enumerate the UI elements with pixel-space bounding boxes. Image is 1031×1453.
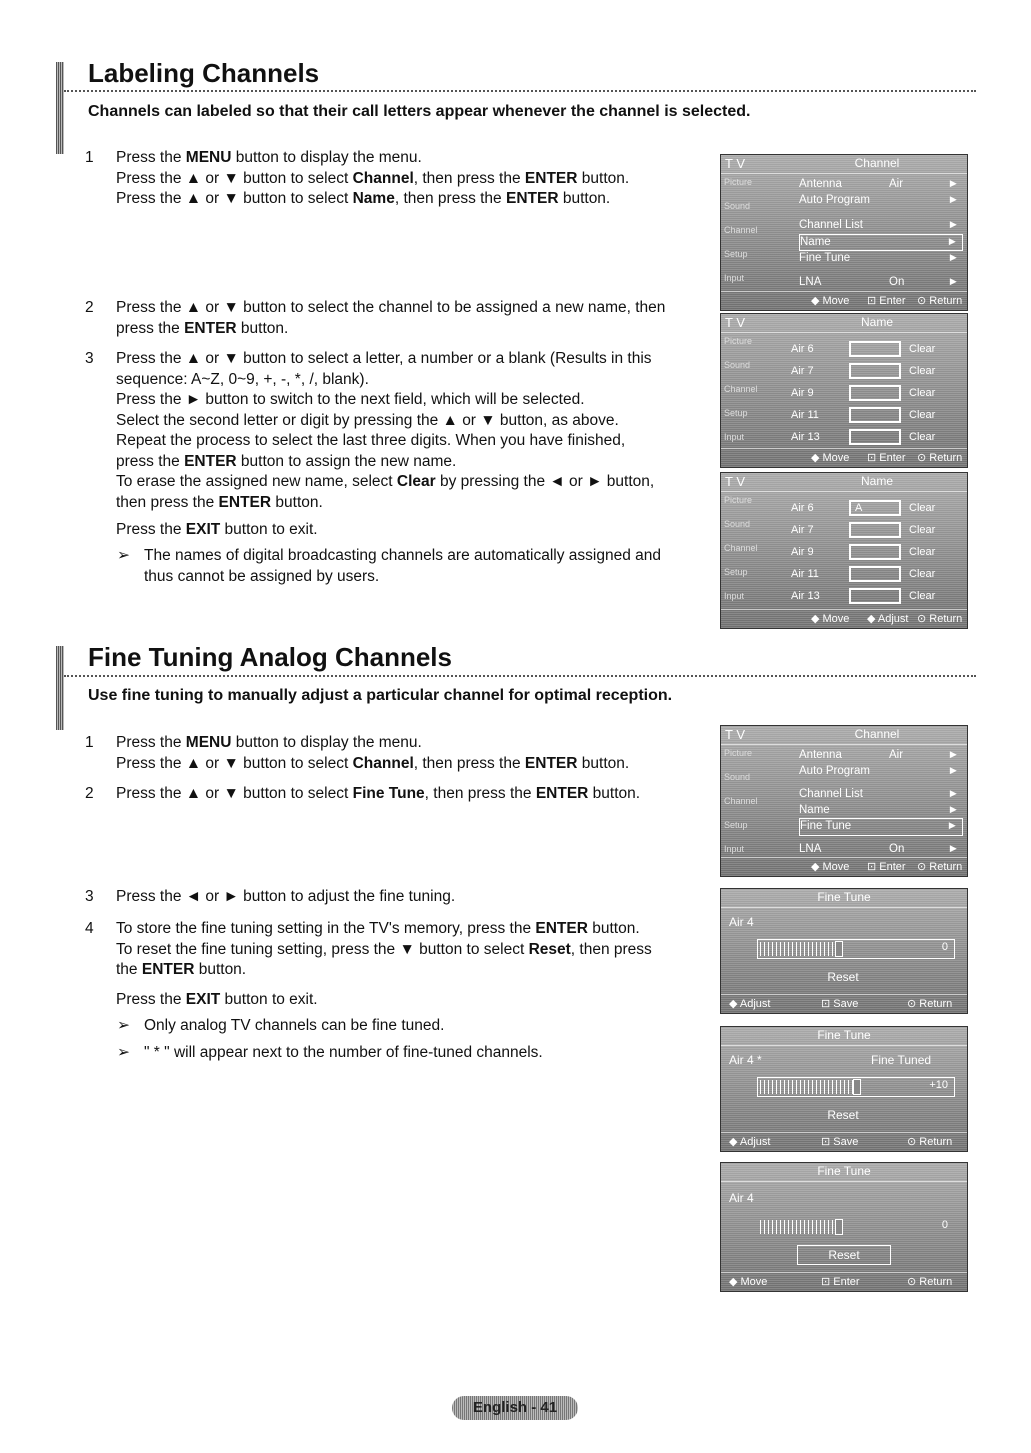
- step-line: Press the ▲ or ▼ button to select the channel to be assigned a new name, then: [116, 299, 666, 316]
- slider-handle: [835, 941, 843, 957]
- osd-footer: ◆ Move ◆ Adjust ⊙ Return: [721, 609, 967, 628]
- step-2: [85, 298, 690, 339]
- step-line: Press the ◄ or ► button to adjust the fine tuning.: [116, 888, 456, 905]
- osd-channel-menu-fine-tune: [720, 725, 968, 877]
- step-number: 1: [85, 734, 94, 751]
- osd-sidebar: [724, 495, 780, 615]
- section-divider: [64, 675, 976, 677]
- step-line: Press the ▲ or ▼ button to select Name, then press the ENTER button.: [116, 190, 611, 207]
- arrow-right-icon: ►: [946, 820, 958, 832]
- osd-row-channel-list[interactable]: Channel List ►: [799, 218, 963, 234]
- osd-row-lna[interactable]: LNA On ►: [799, 842, 963, 858]
- osd-footer: ◆ Move ⊡ Enter ⊙ Return: [721, 857, 967, 876]
- osd-side-item[interactable]: Input: [724, 273, 745, 283]
- step-line: To store the fine tuning setting in the TV's memory, press the ENTER button.: [116, 920, 640, 937]
- osd-fine-tune-reset: [720, 1162, 968, 1292]
- osd-footer: ◆ Adjust ⊡ Save ⊙ Return: [721, 994, 967, 1013]
- osd-side-item[interactable]: Channel: [724, 384, 758, 394]
- reset-button[interactable]: Reset: [797, 1245, 891, 1265]
- arrow-right-icon: ►: [947, 275, 959, 288]
- note-line: The names of digital broadcasting channels are automatically assigned and: [144, 547, 661, 564]
- note-arrow-icon: ➢: [117, 547, 130, 564]
- step-number: 2: [85, 785, 94, 802]
- name-field: [849, 588, 901, 604]
- name-row[interactable]: Air 7 Clear: [791, 365, 936, 377]
- osd-side-item[interactable]: Channel: [724, 543, 758, 553]
- name-field: [849, 566, 901, 582]
- section-marker: [56, 646, 64, 730]
- name-row[interactable]: Air 6 A Clear: [791, 502, 936, 514]
- slider-handle: [835, 1219, 843, 1235]
- name-row[interactable]: Air 11 Clear: [791, 568, 936, 580]
- step-number: 3: [85, 888, 94, 905]
- osd-row-name[interactable]: Name ►: [799, 234, 963, 252]
- page-number: English - 41: [452, 1396, 578, 1420]
- osd-title: Channel: [854, 727, 900, 741]
- osd-side-item[interactable]: Picture: [724, 495, 753, 505]
- channel-label: Air 4 *: [729, 1053, 762, 1067]
- step-line: then press the ENTER button.: [116, 493, 323, 511]
- osd-side-item[interactable]: Picture: [724, 177, 753, 187]
- step-number: 3: [85, 350, 94, 367]
- step-line: Press the EXIT button to exit.: [116, 521, 318, 538]
- step-1: [85, 733, 690, 774]
- step-2: [85, 784, 690, 805]
- tv-label: T V: [725, 474, 745, 489]
- arrow-right-icon: ►: [947, 788, 959, 800]
- osd-row-antenna[interactable]: Antenna Air ►: [799, 177, 963, 193]
- arrow-right-icon: ►: [947, 749, 959, 761]
- channel-label: Air 4: [729, 1191, 754, 1205]
- arrow-right-icon: ►: [946, 235, 958, 248]
- arrow-right-icon: ►: [947, 193, 959, 206]
- name-row[interactable]: Air 9 Clear: [791, 387, 936, 399]
- osd-row-lna[interactable]: LNA On ►: [799, 275, 963, 291]
- note: [117, 546, 697, 587]
- step-number: 4: [85, 920, 94, 937]
- section-marker: [56, 62, 64, 154]
- fine-tune-slider[interactable]: +10: [757, 1077, 955, 1097]
- arrow-right-icon: ►: [947, 764, 959, 777]
- name-row[interactable]: Air 13 Clear: [791, 431, 936, 443]
- note-line: Only analog TV channels can be fine tuned.: [144, 1017, 445, 1034]
- tv-label: T V: [725, 315, 745, 330]
- step-line: Select the second letter or digit by pressing the ▲ or ▼ button, as above.: [116, 411, 619, 429]
- osd-side-item[interactable]: Input: [724, 844, 745, 854]
- step-number: 1: [85, 149, 94, 166]
- osd-row-auto-program[interactable]: Auto Program ►: [799, 193, 963, 209]
- arrow-right-icon: ►: [947, 252, 959, 264]
- osd-side-item[interactable]: Sound: [724, 772, 751, 782]
- section-title-labeling: Labeling Channels: [88, 58, 320, 88]
- osd-footer: ◆ Move ⊡ Enter ⊙ Return: [721, 448, 967, 467]
- reset-button[interactable]: Reset: [827, 1108, 859, 1122]
- step-line: To reset the fine tuning setting, press the ▼ button to select Reset, then press: [116, 940, 652, 958]
- section-divider: [64, 90, 976, 92]
- step-3: [85, 887, 690, 908]
- osd-side-item[interactable]: Channel: [724, 796, 758, 806]
- osd-side-item[interactable]: Setup: [724, 249, 748, 259]
- note-line: " * " will appear next to the number of fine-tuned channels.: [144, 1044, 543, 1061]
- step-line: Press the ▲ or ▼ button to select Fine Tune, then press the ENTER button.: [116, 785, 641, 802]
- osd-title: Fine Tune: [817, 1028, 871, 1042]
- note: [117, 1016, 697, 1037]
- name-field: [849, 544, 901, 560]
- note-arrow-icon: ➢: [117, 1044, 130, 1061]
- arrow-right-icon: ►: [947, 219, 959, 231]
- step-number: 2: [85, 299, 94, 316]
- step-line: press the ENTER button.: [116, 319, 289, 337]
- osd-footer: ◆ Adjust ⊡ Save ⊙ Return: [721, 1132, 967, 1151]
- step-line: Repeat the process to select the last three digits. When you have finished,: [116, 432, 626, 449]
- step-line: the ENTER button.: [116, 961, 247, 978]
- name-field: [849, 385, 901, 401]
- osd-row-name[interactable]: Name ►: [799, 803, 963, 819]
- note: [117, 1043, 697, 1064]
- note-arrow-icon: ➢: [117, 1017, 130, 1034]
- step-1: [85, 148, 690, 210]
- section-subtitle-fine-tuning: Use fine tuning to manually adjust a particular channel for optimal reception.: [88, 687, 673, 704]
- step-line: Press the ▲ or ▼ button to select Channel, then press the ENTER button.: [116, 169, 630, 187]
- name-field: [849, 407, 901, 423]
- osd-title: Fine Tune: [817, 1164, 871, 1178]
- osd-fine-tune-default: [720, 888, 968, 1014]
- reset-button[interactable]: Reset: [827, 970, 859, 984]
- osd-row-antenna[interactable]: Antenna Air ►: [799, 748, 963, 764]
- osd-side-item[interactable]: Channel: [724, 225, 758, 235]
- osd-sidebar: [724, 748, 780, 868]
- arrow-right-icon: ►: [947, 178, 959, 190]
- fine-tuned-tag: Fine Tuned: [871, 1053, 932, 1067]
- osd-side-item[interactable]: Sound: [724, 201, 751, 211]
- step-line: To erase the assigned new name, select Clear by pressing the ◄ or ► button,: [116, 473, 655, 490]
- osd-side-item[interactable]: Input: [724, 591, 745, 601]
- name-field: [849, 341, 901, 357]
- osd-sidebar: [724, 336, 780, 456]
- osd-side-item[interactable]: Setup: [724, 567, 748, 577]
- osd-footer: ◆ Move ⊡ Enter ⊙ Return: [721, 291, 967, 310]
- name-row[interactable]: Air 11 Clear: [791, 409, 936, 421]
- osd-row-channel-list[interactable]: Channel List ►: [799, 787, 963, 803]
- osd-sidebar: [724, 177, 780, 297]
- step-4: [85, 919, 690, 981]
- osd-fine-tune-adjusted: [720, 1026, 968, 1152]
- step-3: [85, 349, 690, 513]
- osd-row-auto-program[interactable]: Auto Program ►: [799, 764, 963, 780]
- osd-side-item[interactable]: Setup: [724, 408, 748, 418]
- section-title-fine-tuning: Fine Tuning Analog Channels: [88, 642, 452, 672]
- osd-name-menu-editing: [720, 472, 968, 629]
- section-subtitle-labeling: Channels can labeled so that their call letters appear whenever the channel is selected.: [88, 103, 751, 120]
- arrow-right-icon: ►: [947, 842, 959, 855]
- step-line: sequence: A~Z, 0~9, +, -, *, /, blank).: [116, 370, 369, 388]
- channel-label: Air 4: [729, 915, 754, 929]
- osd-side-item[interactable]: Sound: [724, 519, 751, 529]
- note-line: thus cannot be assigned by users.: [144, 567, 380, 585]
- name-row[interactable]: Air 13 Clear: [791, 590, 936, 602]
- osd-title: Name: [860, 315, 893, 329]
- exit-instruction: [90, 990, 690, 1011]
- step-line: Press the ▲ or ▼ button to select Channel, then press the ENTER button.: [116, 754, 630, 772]
- arrow-right-icon: ►: [947, 803, 959, 816]
- osd-side-item[interactable]: Picture: [724, 748, 753, 758]
- exit-instruction: [90, 520, 690, 541]
- step-line: Press the ► button to switch to the next field, which will be selected.: [116, 391, 585, 408]
- name-field: [849, 429, 901, 445]
- tv-label: T V: [725, 727, 745, 742]
- osd-title: Fine Tune: [817, 890, 871, 904]
- name-row[interactable]: Air 9 Clear: [791, 546, 936, 558]
- osd-footer: ◆ Move ⊡ Enter ⊙ Return: [721, 1272, 967, 1291]
- osd-side-item[interactable]: Setup: [724, 820, 748, 830]
- osd-channel-menu: [720, 154, 968, 311]
- osd-side-item[interactable]: Sound: [724, 360, 751, 370]
- fine-tune-slider[interactable]: 0: [757, 1217, 955, 1237]
- name-field: [849, 522, 901, 538]
- step-line: Press the EXIT button to exit.: [116, 991, 318, 1008]
- fine-tune-slider[interactable]: 0: [757, 939, 955, 959]
- osd-side-item[interactable]: Picture: [724, 336, 753, 346]
- osd-name-menu: [720, 313, 968, 468]
- tv-label: T V: [725, 156, 745, 171]
- osd-side-item[interactable]: Input: [724, 432, 745, 442]
- step-line: Press the ▲ or ▼ button to select a letter, a number or a blank (Results in this: [116, 350, 652, 367]
- name-row[interactable]: Air 7 Clear: [791, 524, 936, 536]
- step-line: press the ENTER button to assign the new name.: [116, 452, 457, 470]
- osd-title: Channel: [854, 156, 900, 170]
- step-line: Press the MENU button to display the menu.: [116, 149, 422, 166]
- step-line: Press the MENU button to display the menu.: [116, 734, 422, 751]
- name-field: [849, 363, 901, 379]
- slider-handle: [853, 1079, 861, 1095]
- name-row[interactable]: Air 6 Clear: [791, 343, 936, 355]
- osd-row-fine-tune[interactable]: Fine Tune ►: [799, 818, 963, 836]
- osd-title: Name: [860, 474, 893, 488]
- name-field: A: [849, 500, 901, 516]
- osd-row-fine-tune[interactable]: Fine Tune ►: [799, 251, 963, 267]
